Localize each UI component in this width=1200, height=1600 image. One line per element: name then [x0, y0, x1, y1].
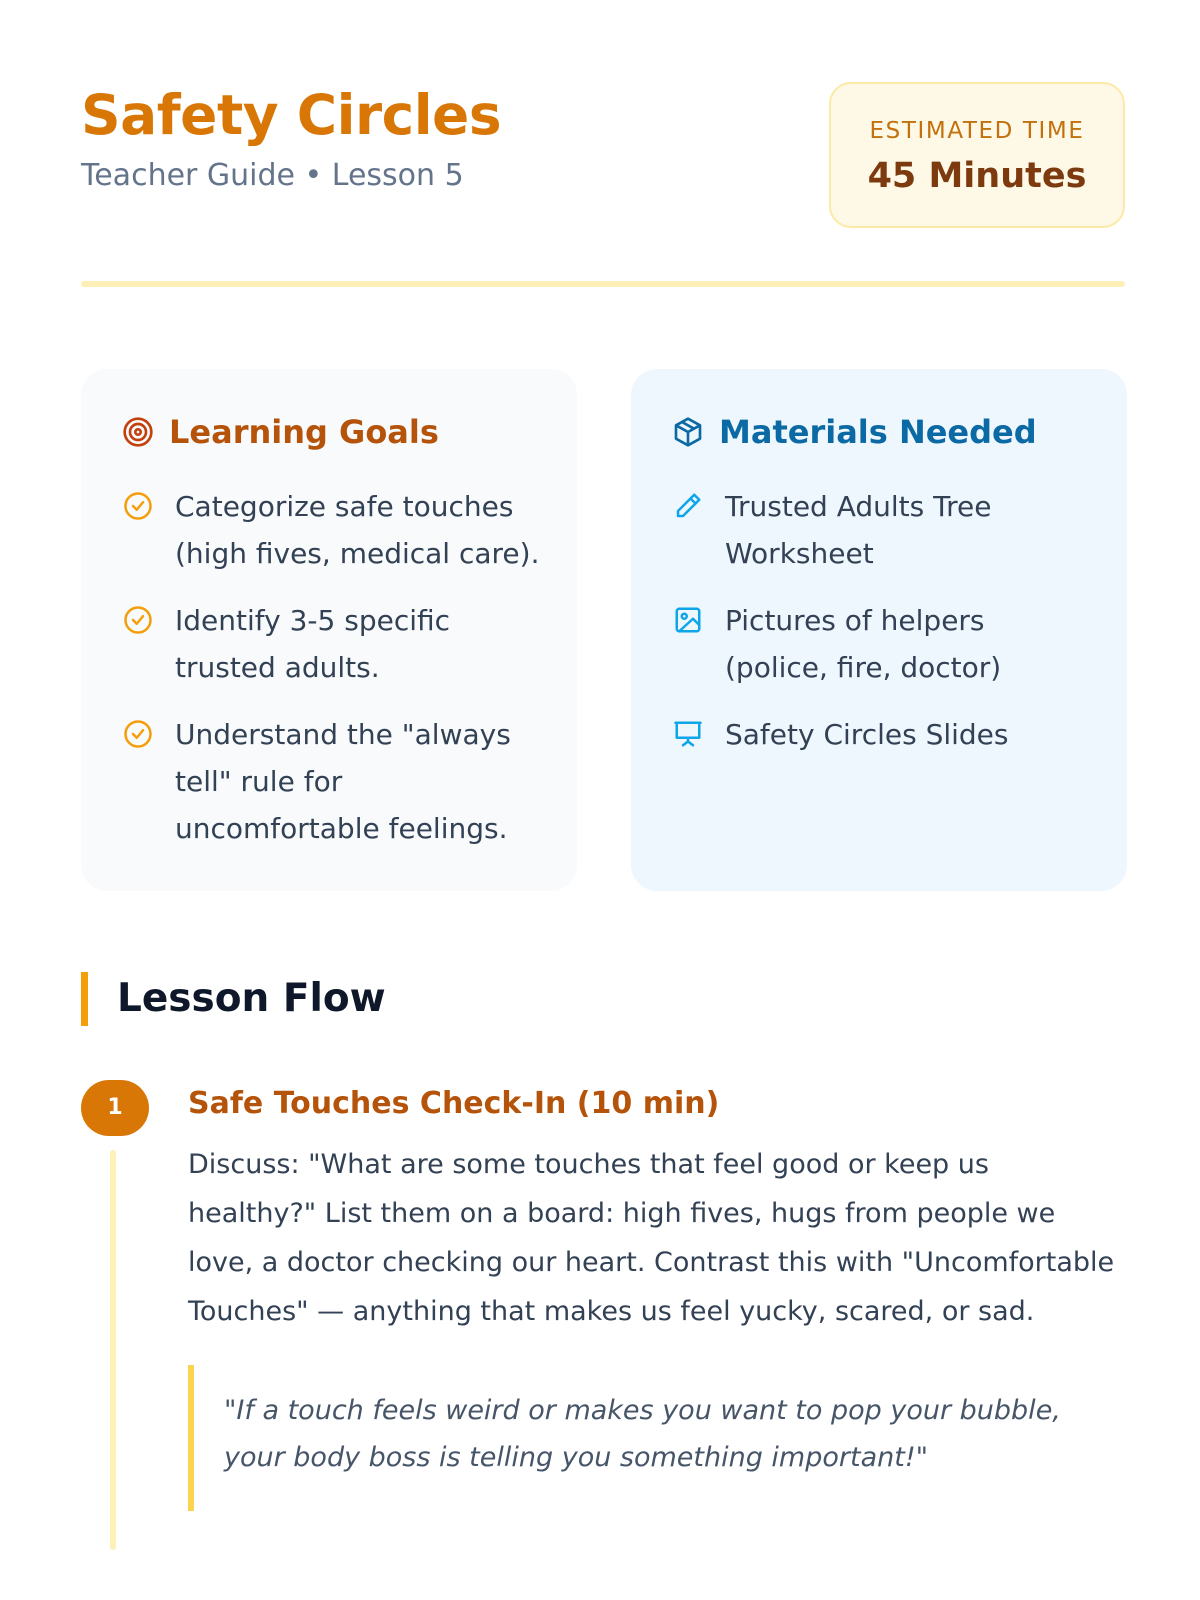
step-body: Discuss: "What are some touches that feel good or keep us healthy?" List them on a board: high fives, hugs from people we love, a doctor checking our heart. Contrast this with "Uncomfortable Touches" — anything that makes us feel yucky, scared, or sad.	[188, 1149, 1115, 1327]
lesson-flow-title: Lesson Flow	[117, 976, 386, 1021]
material-text: Pictures of helpers (police, fire, doctor)	[725, 604, 1002, 684]
step-title: Safe Touches Check-In (10 min)	[188, 1086, 720, 1121]
lesson-header	[81, 80, 1125, 230]
check-circle-icon	[121, 603, 155, 637]
step-number-badge: 1	[81, 1080, 149, 1136]
check-circle-icon	[121, 489, 155, 523]
step-timeline-line	[110, 1150, 116, 1550]
presentation-icon	[671, 717, 705, 751]
estimated-time-badge	[829, 82, 1125, 228]
goal-text: Identify 3-5 specific trusted adults.	[175, 604, 451, 684]
package-icon	[671, 415, 705, 449]
materials-needed-title: Materials Needed	[719, 413, 1037, 451]
page-title: Safety Circles	[81, 83, 502, 147]
material-text: Trusted Adults Tree Worksheet	[725, 490, 992, 570]
image-icon	[671, 603, 705, 637]
material-item	[671, 483, 1091, 577]
target-icon	[121, 415, 155, 449]
goal-item	[121, 483, 541, 577]
page-subtitle: Teacher Guide • Lesson 5	[81, 158, 464, 193]
check-circle-icon	[121, 717, 155, 751]
step-quote	[188, 1365, 1088, 1511]
header-divider	[81, 281, 1125, 287]
lesson-flow-heading	[81, 972, 386, 1026]
learning-goals-title: Learning Goals	[169, 413, 439, 451]
material-text: Safety Circles Slides	[725, 718, 1009, 751]
pencil-icon	[671, 489, 705, 523]
estimated-time-label: ESTIMATED TIME	[869, 118, 1085, 144]
estimated-time-value: 45 Minutes	[867, 156, 1087, 196]
goal-item	[121, 711, 541, 852]
goal-text: Categorize safe touches (high fives, medical care).	[175, 490, 540, 570]
material-item	[671, 597, 1091, 691]
materials-needed-card	[631, 369, 1127, 891]
learning-goals-card	[81, 369, 577, 891]
material-item	[671, 711, 1091, 758]
step-quote-text: "If a touch feels weird or makes you want to pop your bubble, your body boss is telling you something important!"	[224, 1395, 1061, 1473]
goal-text: Understand the "always tell" rule for uncomfortable feelings.	[175, 718, 511, 845]
goal-item	[121, 597, 541, 691]
